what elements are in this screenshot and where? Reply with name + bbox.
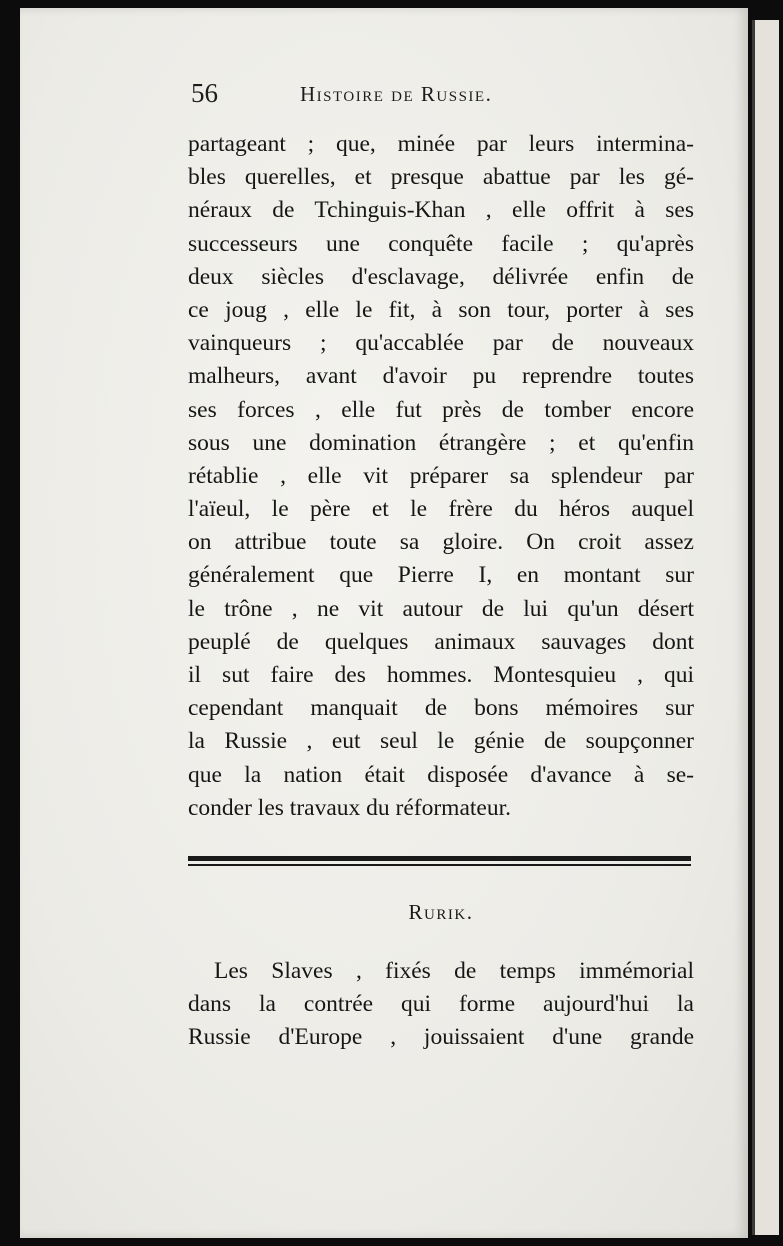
section-heading: Rurik.	[408, 900, 474, 924]
divider-thick-line	[188, 856, 691, 861]
text-line: généralement que Pierre I, en montant sur	[188, 562, 694, 589]
text-line: sous une domination étrangère ; et qu'enfin	[188, 429, 694, 456]
text-line: ses forces , elle fut près de tomber encore	[188, 396, 694, 423]
text-line: peuplé de quelques animaux sauvages dont	[188, 628, 694, 655]
text-line: cependant manquait de bons mémoires sur	[188, 695, 694, 722]
text-line: ce joug , elle le fit, à son tour, porter à ses	[188, 296, 694, 323]
text-line: que la nation était disposée d'avance à se-	[188, 761, 694, 788]
divider-thin-line	[188, 864, 691, 866]
text-line: on attribue toute sa gloire. On croit assez	[188, 529, 694, 556]
text-line: Russie d'Europe , jouissaient d'une grande	[188, 1024, 694, 1051]
text-line: rétablie , elle vit préparer sa splendeur par	[188, 462, 694, 489]
paragraph-continued	[188, 128, 694, 825]
adjacent-page-edge	[752, 20, 779, 1235]
text-line: successeurs une conquête facile ; qu'après	[188, 230, 694, 257]
section-divider-rule	[188, 856, 691, 867]
text-line: l'aïeul, le père et le frère du héros auquel	[188, 496, 694, 523]
text-line: malheurs, avant d'avoir pu reprendre toutes	[188, 363, 694, 390]
text-line: le trône , ne vit autour de lui qu'un désert	[188, 595, 694, 622]
text-line: dans la contrée qui forme aujourd'hui la	[188, 991, 694, 1018]
paragraph-new-section	[188, 955, 694, 1055]
text-line: la Russie , eut seul le génie de soupçonner	[188, 728, 694, 755]
text-line: bles querelles, et presque abattue par les gé-	[188, 164, 694, 191]
text-line: il sut faire des hommes. Montesquieu , qui	[188, 662, 694, 688]
running-head: Histoire de Russie.	[300, 82, 493, 106]
text-line: conder les travaux du réformateur.	[188, 794, 511, 821]
text-line: Les Slaves , fixés de temps immémorial	[214, 958, 694, 984]
text-line: partageant ; que, minée par leurs intermina-	[188, 131, 694, 157]
text-line: vainqueurs ; qu'accablée par de nouveaux	[188, 330, 694, 357]
page-number: 56	[191, 78, 218, 108]
text-line: deux siècles d'esclavage, délivrée enfin de	[188, 263, 694, 290]
text-line: néraux de Tchinguis-Khan , elle offrit à ses	[188, 197, 694, 224]
